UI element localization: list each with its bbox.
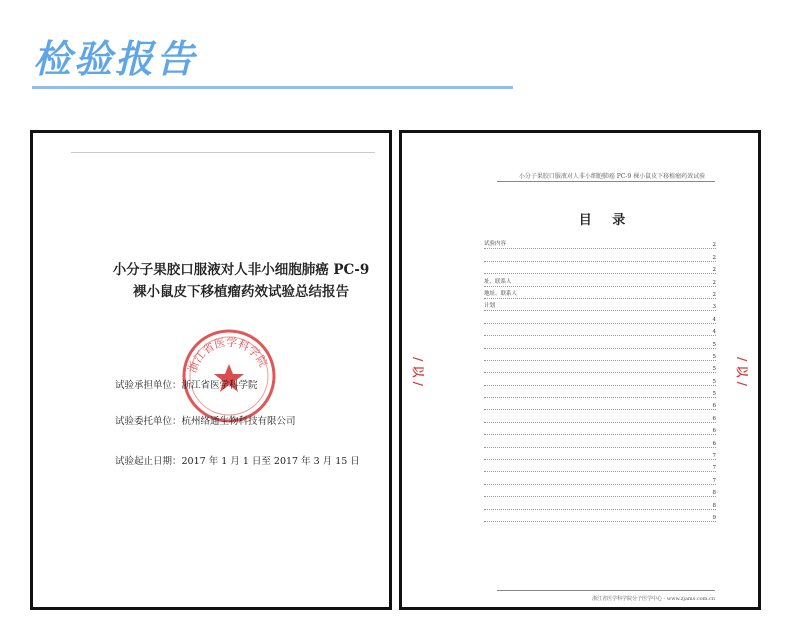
- toc-row: [484, 324, 716, 336]
- toc-row: [484, 485, 716, 497]
- toc-row-page: 7: [712, 465, 716, 472]
- toc-row: [484, 435, 716, 447]
- toc-row-page: 2: [712, 254, 716, 261]
- toc-list: [484, 237, 716, 522]
- undertaker-label: 试验承担单位：: [115, 380, 182, 391]
- toc-row-page: 4: [712, 329, 716, 336]
- toc-row-page: 2: [712, 267, 716, 274]
- cover-title-line-2: 裸小鼠皮下移植瘤药效试验总结报告: [133, 284, 349, 300]
- period-value: 2017 年 1 月 1 日至 2017 年 3 月 15 日: [181, 456, 360, 467]
- toc-row-page: 5: [712, 391, 716, 398]
- toc-row: [484, 249, 716, 261]
- cover-title: [111, 259, 371, 303]
- client-value: 杭州络通生物科技有限公司: [181, 416, 296, 427]
- toc-row: [484, 510, 716, 522]
- toc-row: [484, 386, 716, 398]
- page-title: 检验报告: [33, 37, 198, 81]
- toc-row-page: 2: [712, 279, 716, 286]
- toc-row-page: 5: [712, 366, 716, 373]
- toc-row-page: 5: [712, 378, 716, 385]
- toc-row: [484, 373, 716, 385]
- client-label: 试验委托单位：: [115, 416, 182, 427]
- toc-row-label: 试验内容: [484, 241, 507, 248]
- toc-footer: 浙江省医学科学院分子医学中心 · www.zjams.com.cn: [592, 596, 715, 602]
- toc-row: [484, 472, 716, 484]
- toc-row-page: 7: [712, 477, 716, 484]
- toc-row-page: 5: [712, 353, 716, 360]
- toc-row: [484, 237, 716, 249]
- toc-row-label: 地址、联系人: [484, 290, 518, 297]
- toc-row-page: 5: [712, 341, 716, 348]
- toc-row: [484, 497, 716, 509]
- toc-footer-rule: [497, 590, 715, 591]
- toc-row-page: 4: [712, 316, 716, 323]
- report-cover-page[interactable]: [30, 130, 392, 610]
- toc-row: [484, 311, 716, 323]
- toc-row-page: 7: [712, 453, 716, 460]
- toc-row: [484, 460, 716, 472]
- toc-row-page: 6: [712, 403, 716, 410]
- title-underline: [32, 86, 513, 89]
- toc-row: [484, 349, 716, 361]
- toc-running-header: 小分子果胶口服液对人非小细胞肺癌 PC-9 裸小鼠皮下移植瘤药效试验: [518, 173, 706, 180]
- toc-row-page: 2: [712, 291, 716, 298]
- toc-row-page: 6: [712, 440, 716, 447]
- toc-header-rule: [497, 181, 715, 182]
- toc-row: [484, 448, 716, 460]
- official-seal-icon: [181, 328, 277, 424]
- cover-top-rule: [71, 152, 375, 153]
- toc-row: [484, 410, 716, 422]
- toc-row: [484, 423, 716, 435]
- toc-row: [484, 274, 716, 286]
- report-toc-page[interactable]: [399, 130, 761, 610]
- undertaker-line: [115, 377, 258, 391]
- toc-row: [484, 336, 716, 348]
- period-label: 试验起止日期：: [115, 456, 182, 467]
- seam-stamp-left: / 以 /: [411, 356, 426, 387]
- toc-row: [484, 398, 716, 410]
- seam-stamp-right: / 以 /: [735, 356, 750, 387]
- toc-row-label: 计划: [484, 303, 496, 310]
- toc-title: 目 录: [578, 213, 634, 228]
- toc-row: [484, 262, 716, 274]
- toc-row-page: 6: [712, 428, 716, 435]
- cover-title-line-1: 小分子果胶口服液对人非小细胞肺癌 PC-9: [112, 262, 370, 278]
- seal-text: 浙江省医学科学院: [185, 335, 270, 375]
- toc-row-page: 8: [712, 502, 716, 509]
- toc-row-page: 2: [712, 242, 716, 249]
- toc-row: [484, 299, 716, 311]
- toc-row: [484, 361, 716, 373]
- toc-row-page: 8: [712, 490, 716, 497]
- toc-row-label: 址、联系人: [484, 278, 512, 285]
- period-line: [115, 453, 360, 467]
- undertaker-value: 浙江省医学科学院: [181, 380, 258, 391]
- toc-row-page: 9: [712, 514, 716, 521]
- toc-row: [484, 287, 716, 299]
- client-line: [115, 413, 296, 427]
- toc-row-page: 6: [712, 415, 716, 422]
- toc-row-page: 3: [712, 304, 716, 311]
